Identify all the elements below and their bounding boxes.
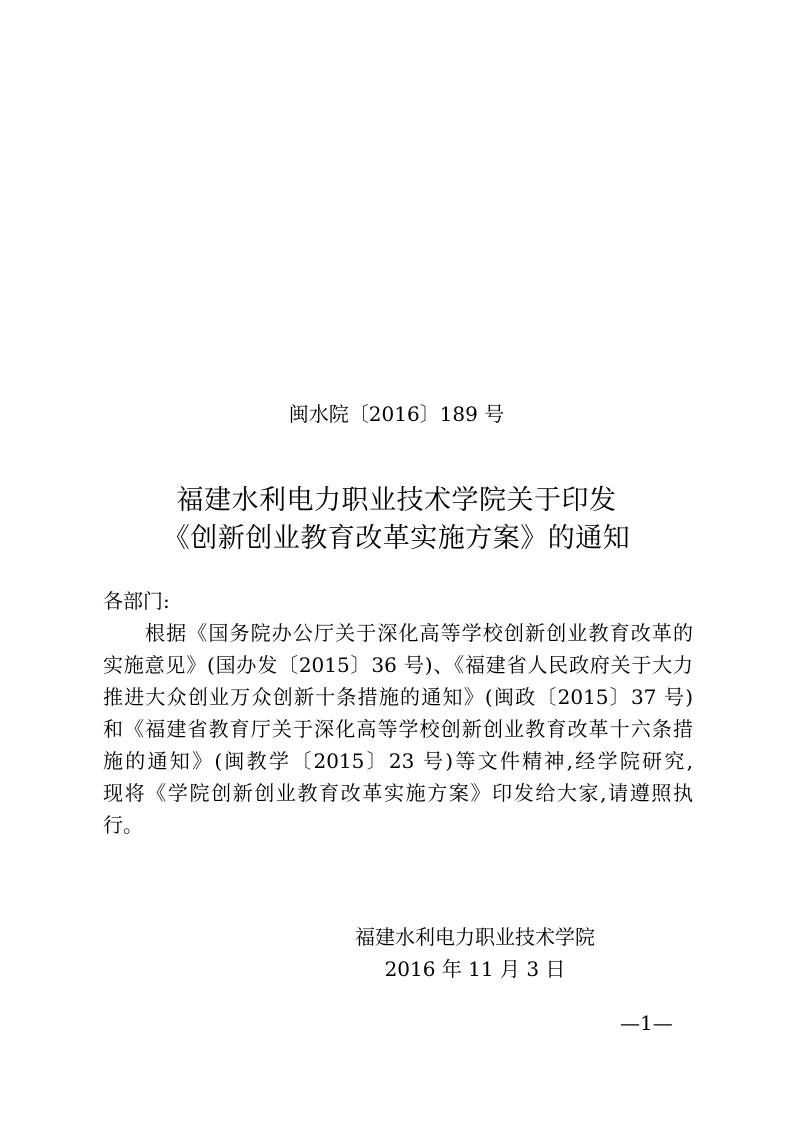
greeting: 各部门: <box>103 589 170 613</box>
body-line: 施的通知》(闽教学〔2015〕23 号)等文件精神,经学院研究, <box>103 749 693 773</box>
document-title-line-2: 《创新创业教育改革实施方案》的通知 <box>162 523 631 554</box>
body-line: 和《福建省教育厅关于深化高等学校创新创业教育改革十六条措 <box>103 717 693 741</box>
body-line: 实施意见》(国办发〔2015〕36 号)、《福建省人民政府关于大力 <box>103 653 693 677</box>
signature-date: 2016 年 11 月 3 日 <box>384 957 566 981</box>
signature-organization: 福建水利电力职业技术学院 <box>355 925 595 949</box>
body-line: 推进大众创业万众创新十条措施的通知》(闽政〔2015〕37 号) <box>103 685 693 709</box>
document-title-line-1: 福建水利电力职业技术学院关于印发 <box>176 485 617 516</box>
body-line: 行。 <box>103 813 143 837</box>
body-line: 现将《学院创新创业教育改革实施方案》印发给大家,请遵照执 <box>103 781 693 805</box>
page-number: —1— <box>620 1011 673 1035</box>
body-line: 根据《国务院办公厅关于深化高等学校创新创业教育改革的 <box>145 621 693 645</box>
document-number: 闽水院〔2016〕189 号 <box>288 402 505 426</box>
